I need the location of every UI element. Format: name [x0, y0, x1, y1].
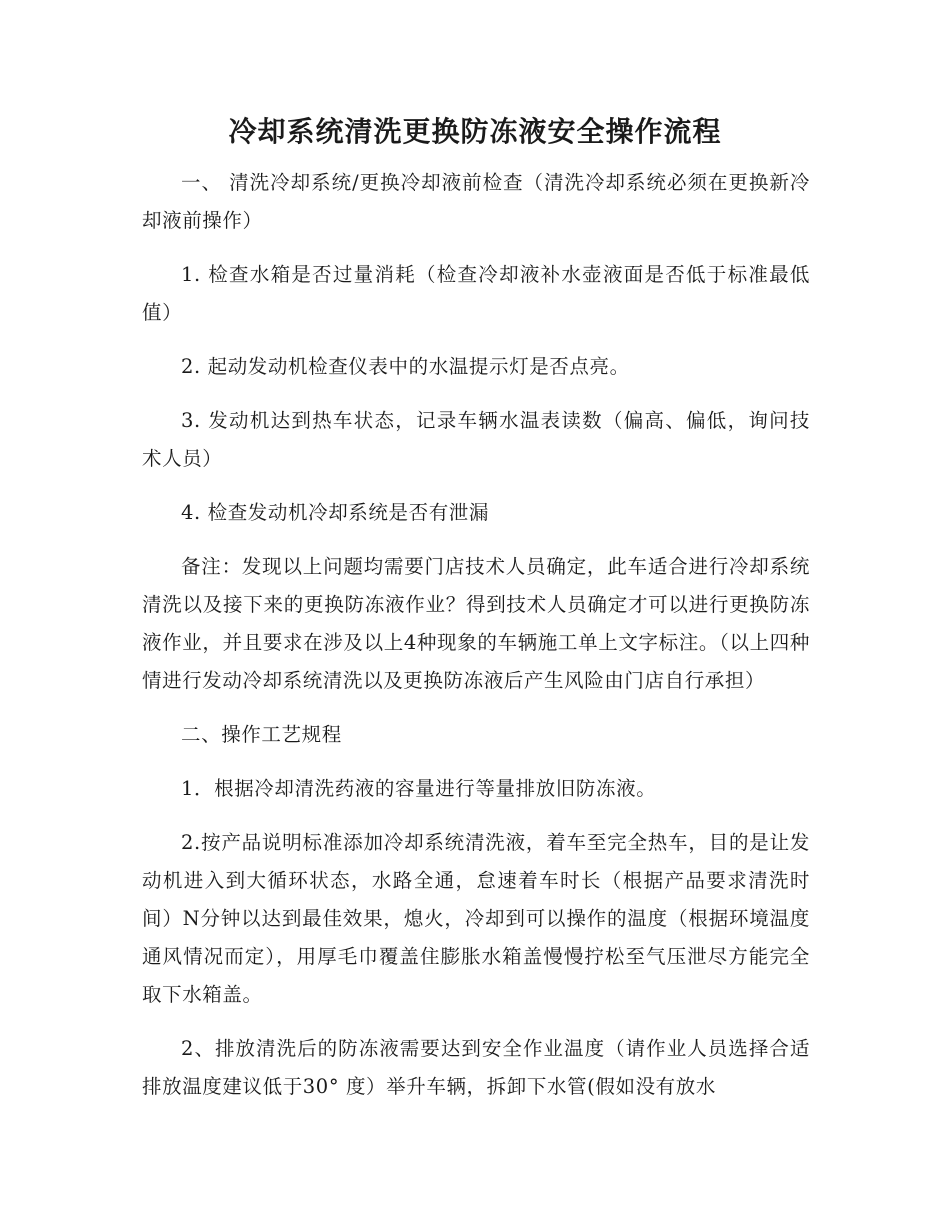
procedure-step-3: 2、排放清洗后的防冻液需要达到安全作业温度（请作业人员选择合适排放温度建议低于30° 度）举升车辆，拆卸下水管(假如没有放水	[142, 1037, 810, 1098]
document-title: 冷却系统清洗更换防冻液安全操作流程	[228, 115, 722, 148]
check-item-2: 2. 起动发动机检查仪表中的水温提示灯是否点亮。	[181, 355, 630, 378]
remark-paragraph: 备注：发现以上问题均需要门店技术人员确定，此车适合进行冷却系统清洗以及接下来的更换防冻液作业？得到技术人员确定才可以进行更换防冻液作业，并且要求在涉及以上4种现象的车辆施工单上文字标注。（以上四种情进行发动冷却系统清洗以及更换防冻液后产生风险由门店自行承担）	[142, 555, 810, 692]
procedure-step-2: 2.按产品说明标准添加冷却系统清洗液，着车至完全热车，目的是让发动机进入到大循环状态，水路全通，怠速着车时长（根据产品要求清洗时间）N分钟以达到最佳效果，熄火，冷却到可以操作的温度（根据环境温度通风情况而定），用厚毛巾覆盖住膨胀水箱盖慢慢拧松至气压泄尽方能完全取下水箱盖。	[142, 831, 810, 1006]
procedure-step-1: 1．根据冷却清洗药液的容量进行等量排放旧防冻液。	[181, 777, 657, 800]
document-body	[142, 164, 810, 1122]
check-item-1: 1. 检查水箱是否过量消耗（检查冷却液补水壶液面是否低于标准最低值）	[142, 263, 810, 324]
check-item-4: 4. 检查发动机冷却系统是否有泄漏	[181, 501, 490, 524]
check-item-3: 3. 发动机达到热车状态，记录车辆水温表读数（偏高、偏低，询问技术人员）	[142, 409, 810, 470]
section-heading-1: 一、 清洗冷却系统/更换冷却液前检查（清洗冷却系统必须在更换新冷却液前操作）	[142, 171, 810, 232]
section-heading-2: 二、操作工艺规程	[181, 723, 342, 746]
